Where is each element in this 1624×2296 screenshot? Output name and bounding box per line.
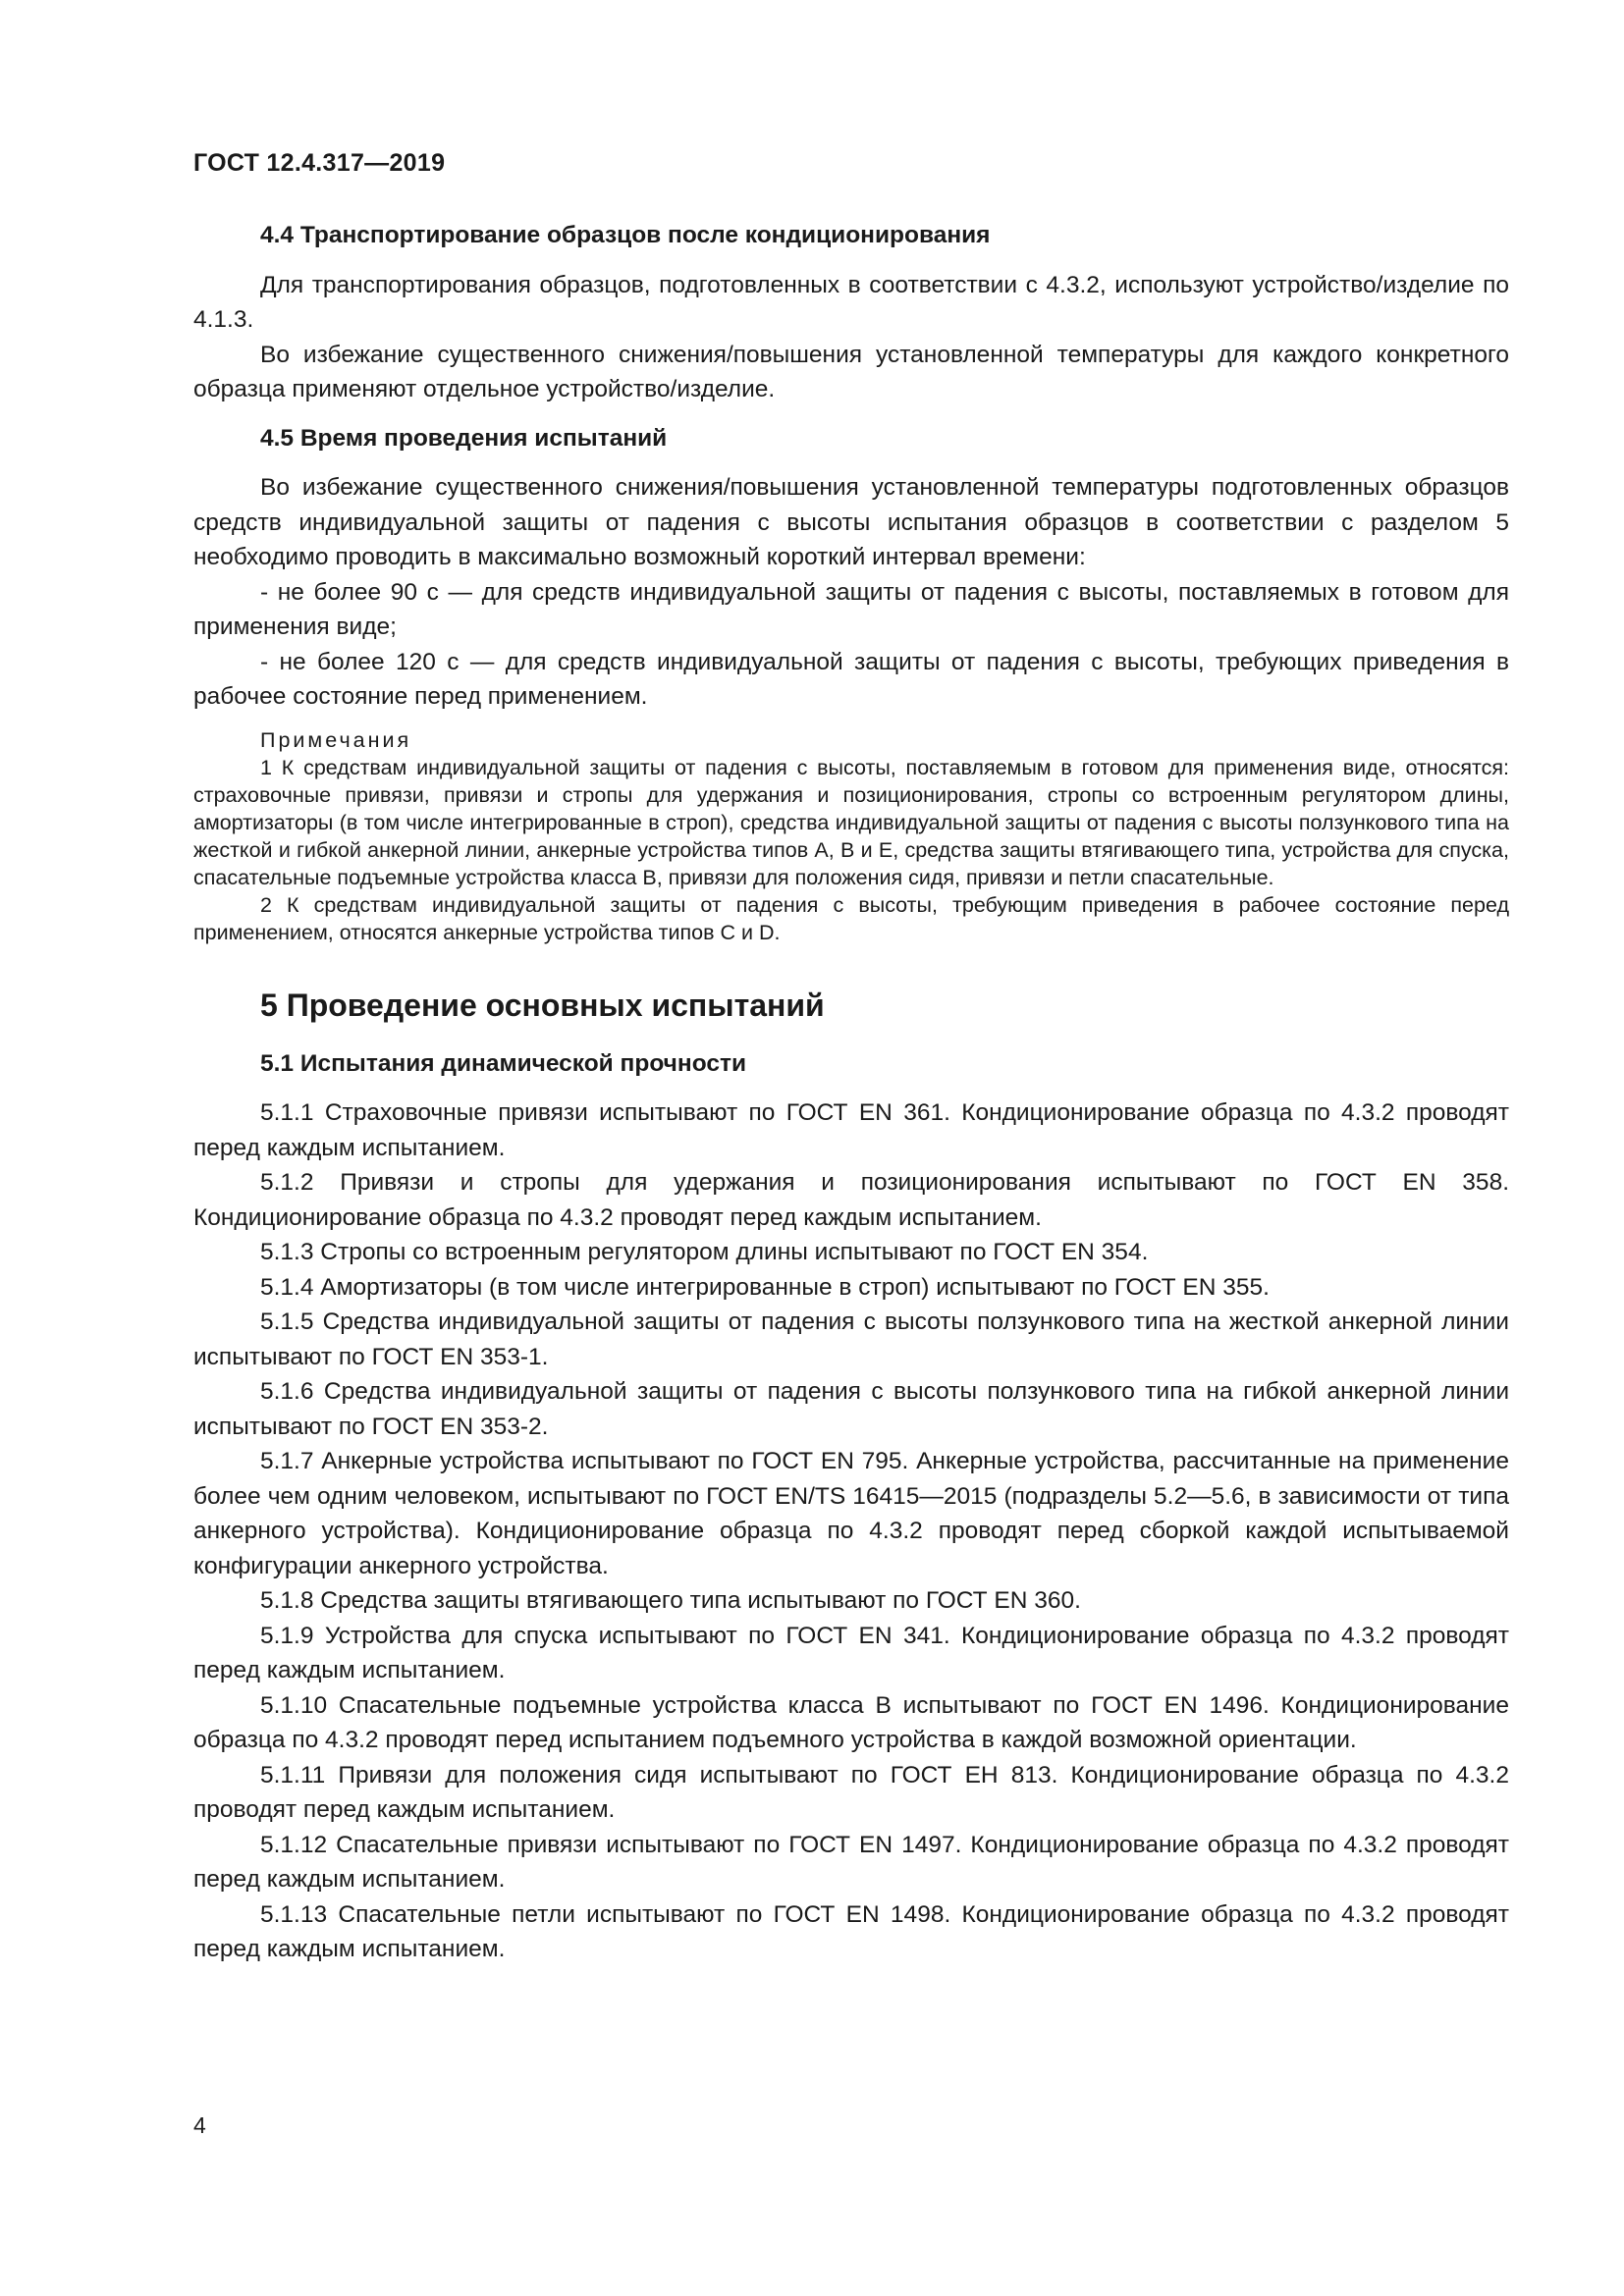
document-body <box>193 218 1509 1967</box>
clause-item: 5.1.7 Анкерные устройства испытывают по ГОСТ EN 795. Анкерные устройства, рассчитанные на применение более чем одним человеком, испытывают по ГОСТ EN/TS 16415—2015 (подразделы 5.2—5.6, в зависимости от типа анкерного устройства). Кондиционирование образца по 4.3.2 проводят перед сборкой каждой испытываемой конфигурации анкерного устройства. <box>193 1448 1509 1579</box>
clause-item: 5.1.6 Средства индивидуальной защиты от падения с высоты ползункового типа на гибкой анкерной линии испытывают по ГОСТ EN 353-2. <box>193 1378 1509 1440</box>
notes-title: Примечания <box>260 727 412 752</box>
clause-item: 5.1.4 Амортизаторы (в том числе интегрированные в строп) испытывают по ГОСТ EN 355. <box>260 1273 1270 1301</box>
list-item: - не более 120 с — для средств индивидуальной защиты от падения с высоты, требующих приведения в рабочее состояние перед применением. <box>193 648 1509 710</box>
document-code: ГОСТ 12.4.317—2019 <box>193 149 446 177</box>
paragraph: Во избежание существенного снижения/повышения установленной температуры подготовленных образцов средств индивидуальной защиты от падения с высоты испытания образцов в соответствии с разделом 5 необходимо проводить в максимально возможный короткий интервал времени: <box>193 474 1509 570</box>
list-item: - не более 90 с — для средств индивидуальной защиты от падения с высоты, поставляемых в готовом для применения виде; <box>193 578 1509 640</box>
clause-item: 5.1.1 Страховочные привязи испытывают по ГОСТ EN 361. Кондиционирование образца по 4.3.2 проводят перед каждым испытанием. <box>193 1099 1509 1161</box>
note-item: 2 К средствам индивидуальной защиты от падения с высоты, требующим приведения в рабочее состояние перед применением, относятся анкерные устройства типов С и D. <box>193 892 1509 944</box>
clause-item: 5.1.10 Спасательные подъемные устройства класса В испытывают по ГОСТ EN 1496. Кондиционирование образца по 4.3.2 проводят перед испытанием подъемного устройства в каждой возможной ориентации. <box>193 1691 1509 1753</box>
clause-item: 5.1.13 Спасательные петли испытывают по ГОСТ EN 1498. Кондиционирование образца по 4.3.2 проводят перед каждым испытанием. <box>193 1900 1509 1962</box>
clause-item: 5.1.11 Привязи для положения сидя испытывают по ГОСТ ЕН 813. Кондиционирование образца по 4.3.2 проводят перед каждым испытанием. <box>193 1761 1509 1823</box>
heading-4-4: 4.4 Транспортирование образцов после кондиционирования <box>260 222 991 248</box>
heading-5-1: 5.1 Испытания динамической прочности <box>260 1049 747 1077</box>
page-number: 4 <box>193 2112 206 2138</box>
clause-item: 5.1.2 Привязи и стропы для удержания и позиционирования испытывают по ГОСТ EN 358. Кондиционирование образца по 4.3.2 проводят перед каждым испытанием. <box>193 1169 1509 1231</box>
clause-item: 5.1.5 Средства индивидуальной защиты от падения с высоты ползункового типа на жесткой анкерной линии испытывают по ГОСТ EN 353-1. <box>193 1308 1509 1370</box>
heading-4-5: 4.5 Время проведения испытаний <box>260 424 668 452</box>
heading-5: 5 Проведение основных испытаний <box>260 987 825 1023</box>
clause-item: 5.1.9 Устройства для спуска испытывают по ГОСТ EN 341. Кондиционирование образца по 4.3.2 проводят перед каждым испытанием. <box>193 1622 1509 1683</box>
note-item: 1 К средствам индивидуальной защиты от падения с высоты, поставляемым в готовом для применения виде, относятся: страховочные привязи, привязи и стропы для удержания и позиционирования, стропы со встроенным регулятором длины, амортизаторы (в том числе интегрированные в строп), средства индивидуальной защиты от падения с высоты ползункового типа на жесткой и гибкой анкерной линии, анкерные устройства типов А, В и Е, средства защиты втягивающего типа, устройства для спуска, спасательные подъемные устройства класса В, привязи для положения сидя, привязи и петли спасательные. <box>193 755 1509 889</box>
paragraph: Для транспортирования образцов, подготовленных в соответствии с 4.3.2, используют устройство/изделие по 4.1.3. <box>193 271 1509 333</box>
notes-block <box>193 726 1509 946</box>
paragraph: Во избежание существенного снижения/повышения установленной температуры для каждого конкретного образца применяют отдельное устройство/изделие. <box>193 341 1509 402</box>
clause-item: 5.1.12 Спасательные привязи испытывают по ГОСТ EN 1497. Кондиционирование образца по 4.3.2 проводят перед каждым испытанием. <box>193 1831 1509 1893</box>
clause-item: 5.1.8 Средства защиты втягивающего типа испытывают по ГОСТ EN 360. <box>260 1587 1081 1614</box>
clause-item: 5.1.3 Стропы со встроенным регулятором длины испытывают по ГОСТ EN 354. <box>260 1239 1149 1265</box>
